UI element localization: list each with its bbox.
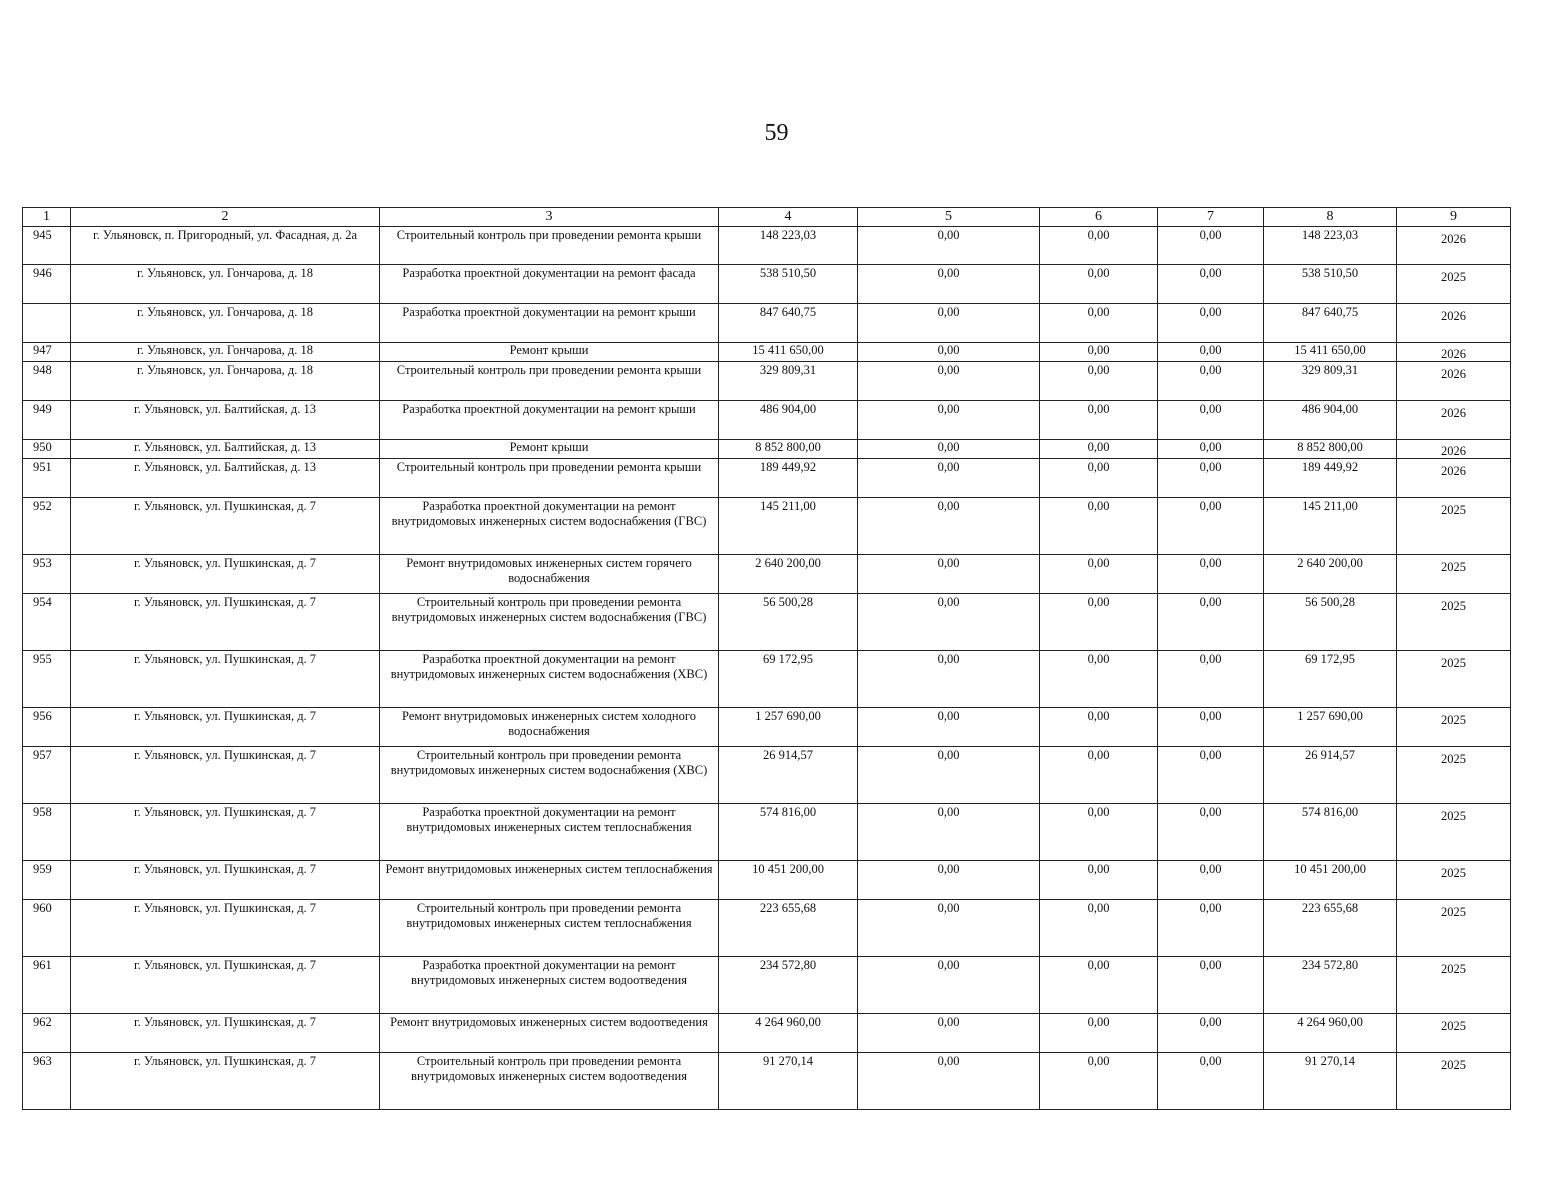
table-body — [23, 227, 1511, 1110]
column-6-cell: 0,00 — [1040, 957, 1158, 1014]
column-7-cell: 0,00 — [1158, 804, 1264, 861]
year-cell: 2025 — [1397, 555, 1511, 594]
row-number-cell: 956 — [23, 708, 71, 747]
column-5-cell: 0,00 — [858, 594, 1040, 651]
work-type-cell: Ремонт внутридомовых инженерных систем горячего водоснабжения — [380, 555, 719, 594]
row-number-cell: 961 — [23, 957, 71, 1014]
row-number-cell: 950 — [23, 440, 71, 459]
column-5-cell: 0,00 — [858, 362, 1040, 401]
total-cost-cell: 69 172,95 — [719, 651, 858, 708]
address-cell: г. Ульяновск, ул. Балтийская, д. 13 — [71, 440, 380, 459]
table-row — [23, 343, 1511, 362]
column-5-cell: 0,00 — [858, 555, 1040, 594]
year-cell: 2026 — [1397, 459, 1511, 498]
work-type-cell: Разработка проектной документации на ремонт фасада — [380, 265, 719, 304]
year-cell: 2026 — [1397, 343, 1511, 362]
row-number-cell: 958 — [23, 804, 71, 861]
column-8-cell: 69 172,95 — [1264, 651, 1397, 708]
address-cell: г. Ульяновск, ул. Пушкинская, д. 7 — [71, 1014, 380, 1053]
total-cost-cell: 486 904,00 — [719, 401, 858, 440]
work-type-cell: Строительный контроль при проведении ремонта крыши — [380, 459, 719, 498]
row-number-cell: 952 — [23, 498, 71, 555]
year-cell: 2025 — [1397, 1053, 1511, 1110]
column-8-cell: 56 500,28 — [1264, 594, 1397, 651]
address-cell: г. Ульяновск, ул. Пушкинская, д. 7 — [71, 861, 380, 900]
address-cell: г. Ульяновск, ул. Пушкинская, д. 7 — [71, 708, 380, 747]
total-cost-cell: 538 510,50 — [719, 265, 858, 304]
column-8-cell: 574 816,00 — [1264, 804, 1397, 861]
address-cell: г. Ульяновск, ул. Пушкинская, д. 7 — [71, 498, 380, 555]
column-8-cell: 538 510,50 — [1264, 265, 1397, 304]
column-header: 9 — [1397, 208, 1511, 227]
column-8-cell: 1 257 690,00 — [1264, 708, 1397, 747]
column-7-cell: 0,00 — [1158, 459, 1264, 498]
address-cell: г. Ульяновск, ул. Пушкинская, д. 7 — [71, 957, 380, 1014]
column-5-cell: 0,00 — [858, 227, 1040, 265]
column-5-cell: 0,00 — [858, 265, 1040, 304]
column-header: 8 — [1264, 208, 1397, 227]
row-number-cell: 949 — [23, 401, 71, 440]
column-5-cell: 0,00 — [858, 651, 1040, 708]
column-7-cell: 0,00 — [1158, 304, 1264, 343]
year-cell: 2025 — [1397, 900, 1511, 957]
column-8-cell: 223 655,68 — [1264, 900, 1397, 957]
work-type-cell: Ремонт внутридомовых инженерных систем холодного водоснабжения — [380, 708, 719, 747]
column-7-cell: 0,00 — [1158, 1053, 1264, 1110]
column-7-cell: 0,00 — [1158, 227, 1264, 265]
column-6-cell: 0,00 — [1040, 861, 1158, 900]
address-cell: г. Ульяновск, ул. Гончарова, д. 18 — [71, 304, 380, 343]
row-number-cell: 962 — [23, 1014, 71, 1053]
work-type-cell: Ремонт крыши — [380, 440, 719, 459]
column-7-cell: 0,00 — [1158, 708, 1264, 747]
column-7-cell: 0,00 — [1158, 498, 1264, 555]
column-6-cell: 0,00 — [1040, 401, 1158, 440]
work-type-cell: Разработка проектной документации на ремонт внутридомовых инженерных систем водоснабжения (ХВС) — [380, 651, 719, 708]
table-row — [23, 362, 1511, 401]
column-7-cell: 0,00 — [1158, 594, 1264, 651]
column-6-cell: 0,00 — [1040, 651, 1158, 708]
row-number-cell: 953 — [23, 555, 71, 594]
column-5-cell: 0,00 — [858, 1014, 1040, 1053]
column-8-cell: 329 809,31 — [1264, 362, 1397, 401]
column-6-cell: 0,00 — [1040, 362, 1158, 401]
column-5-cell: 0,00 — [858, 1053, 1040, 1110]
table-row — [23, 804, 1511, 861]
total-cost-cell: 223 655,68 — [719, 900, 858, 957]
work-type-cell: Строительный контроль при проведении ремонта внутридомовых инженерных систем водоснабжения (ХВС) — [380, 747, 719, 804]
total-cost-cell: 4 264 960,00 — [719, 1014, 858, 1053]
column-header: 4 — [719, 208, 858, 227]
column-6-cell: 0,00 — [1040, 594, 1158, 651]
table-row — [23, 747, 1511, 804]
address-cell: г. Ульяновск, ул. Пушкинская, д. 7 — [71, 804, 380, 861]
column-7-cell: 0,00 — [1158, 555, 1264, 594]
work-type-cell: Разработка проектной документации на ремонт крыши — [380, 401, 719, 440]
address-cell: г. Ульяновск, ул. Пушкинская, д. 7 — [71, 900, 380, 957]
column-7-cell: 0,00 — [1158, 343, 1264, 362]
column-6-cell: 0,00 — [1040, 227, 1158, 265]
work-type-cell: Строительный контроль при проведении ремонта внутридомовых инженерных систем водоотведения — [380, 1053, 719, 1110]
column-6-cell: 0,00 — [1040, 555, 1158, 594]
total-cost-cell: 91 270,14 — [719, 1053, 858, 1110]
column-8-cell: 91 270,14 — [1264, 1053, 1397, 1110]
column-5-cell: 0,00 — [858, 708, 1040, 747]
row-number-cell — [23, 304, 71, 343]
row-number-cell: 945 — [23, 227, 71, 265]
year-cell: 2025 — [1397, 265, 1511, 304]
column-6-cell: 0,00 — [1040, 304, 1158, 343]
column-header: 7 — [1158, 208, 1264, 227]
total-cost-cell: 8 852 800,00 — [719, 440, 858, 459]
column-5-cell: 0,00 — [858, 900, 1040, 957]
year-cell: 2026 — [1397, 401, 1511, 440]
year-cell: 2025 — [1397, 651, 1511, 708]
capital-repair-table-container — [22, 207, 1510, 1110]
address-cell: г. Ульяновск, ул. Пушкинская, д. 7 — [71, 747, 380, 804]
column-8-cell: 847 640,75 — [1264, 304, 1397, 343]
work-type-cell: Строительный контроль при проведении ремонта крыши — [380, 227, 719, 265]
year-cell: 2025 — [1397, 747, 1511, 804]
column-7-cell: 0,00 — [1158, 900, 1264, 957]
work-type-cell: Разработка проектной документации на ремонт внутридомовых инженерных систем водоотведения — [380, 957, 719, 1014]
year-cell: 2026 — [1397, 304, 1511, 343]
row-number-cell: 957 — [23, 747, 71, 804]
row-number-cell: 947 — [23, 343, 71, 362]
work-type-cell: Разработка проектной документации на ремонт внутридомовых инженерных систем водоснабжения (ГВС) — [380, 498, 719, 555]
row-number-cell: 954 — [23, 594, 71, 651]
column-6-cell: 0,00 — [1040, 1053, 1158, 1110]
table-row — [23, 440, 1511, 459]
column-5-cell: 0,00 — [858, 440, 1040, 459]
column-5-cell: 0,00 — [858, 498, 1040, 555]
work-type-cell: Строительный контроль при проведении ремонта внутридомовых инженерных систем водоснабжения (ГВС) — [380, 594, 719, 651]
column-7-cell: 0,00 — [1158, 401, 1264, 440]
capital-repair-table — [22, 207, 1511, 1110]
column-5-cell: 0,00 — [858, 861, 1040, 900]
column-8-cell: 8 852 800,00 — [1264, 440, 1397, 459]
table-row — [23, 594, 1511, 651]
column-6-cell: 0,00 — [1040, 804, 1158, 861]
table-row — [23, 651, 1511, 708]
column-6-cell: 0,00 — [1040, 747, 1158, 804]
row-number-cell: 955 — [23, 651, 71, 708]
total-cost-cell: 145 211,00 — [719, 498, 858, 555]
column-7-cell: 0,00 — [1158, 1014, 1264, 1053]
column-7-cell: 0,00 — [1158, 362, 1264, 401]
total-cost-cell: 329 809,31 — [719, 362, 858, 401]
table-row — [23, 708, 1511, 747]
year-cell: 2025 — [1397, 1014, 1511, 1053]
address-cell: г. Ульяновск, ул. Пушкинская, д. 7 — [71, 1053, 380, 1110]
column-7-cell: 0,00 — [1158, 651, 1264, 708]
column-5-cell: 0,00 — [858, 804, 1040, 861]
table-row — [23, 861, 1511, 900]
column-7-cell: 0,00 — [1158, 265, 1264, 304]
column-5-cell: 0,00 — [858, 459, 1040, 498]
work-type-cell: Ремонт внутридомовых инженерных систем водоотведения — [380, 1014, 719, 1053]
column-5-cell: 0,00 — [858, 304, 1040, 343]
year-cell: 2026 — [1397, 362, 1511, 401]
total-cost-cell: 1 257 690,00 — [719, 708, 858, 747]
column-6-cell: 0,00 — [1040, 900, 1158, 957]
total-cost-cell: 2 640 200,00 — [719, 555, 858, 594]
column-6-cell: 0,00 — [1040, 1014, 1158, 1053]
table-row — [23, 1014, 1511, 1053]
total-cost-cell: 847 640,75 — [719, 304, 858, 343]
year-cell: 2025 — [1397, 708, 1511, 747]
column-header: 5 — [858, 208, 1040, 227]
table-row — [23, 1053, 1511, 1110]
table-row — [23, 401, 1511, 440]
address-cell: г. Ульяновск, ул. Балтийская, д. 13 — [71, 459, 380, 498]
row-number-cell: 946 — [23, 265, 71, 304]
column-6-cell: 0,00 — [1040, 498, 1158, 555]
total-cost-cell: 189 449,92 — [719, 459, 858, 498]
column-header: 1 — [23, 208, 71, 227]
column-8-cell: 145 211,00 — [1264, 498, 1397, 555]
address-cell: г. Ульяновск, ул. Пушкинская, д. 7 — [71, 651, 380, 708]
column-5-cell: 0,00 — [858, 343, 1040, 362]
work-type-cell: Разработка проектной документации на ремонт внутридомовых инженерных систем теплоснабжения — [380, 804, 719, 861]
table-row — [23, 555, 1511, 594]
row-number-cell: 948 — [23, 362, 71, 401]
total-cost-cell: 26 914,57 — [719, 747, 858, 804]
address-cell: г. Ульяновск, ул. Пушкинская, д. 7 — [71, 555, 380, 594]
address-cell: г. Ульяновск, ул. Балтийская, д. 13 — [71, 401, 380, 440]
column-7-cell: 0,00 — [1158, 861, 1264, 900]
address-cell: г. Ульяновск, ул. Гончарова, д. 18 — [71, 343, 380, 362]
table-row — [23, 900, 1511, 957]
column-5-cell: 0,00 — [858, 401, 1040, 440]
column-8-cell: 148 223,03 — [1264, 227, 1397, 265]
column-8-cell: 189 449,92 — [1264, 459, 1397, 498]
work-type-cell: Разработка проектной документации на ремонт крыши — [380, 304, 719, 343]
address-cell: г. Ульяновск, ул. Пушкинская, д. 7 — [71, 594, 380, 651]
column-8-cell: 2 640 200,00 — [1264, 555, 1397, 594]
total-cost-cell: 574 816,00 — [719, 804, 858, 861]
column-5-cell: 0,00 — [858, 747, 1040, 804]
column-6-cell: 0,00 — [1040, 459, 1158, 498]
column-8-cell: 26 914,57 — [1264, 747, 1397, 804]
page-number: 59 — [764, 120, 789, 146]
row-number-cell: 960 — [23, 900, 71, 957]
column-8-cell: 10 451 200,00 — [1264, 861, 1397, 900]
column-8-cell: 15 411 650,00 — [1264, 343, 1397, 362]
table-row — [23, 459, 1511, 498]
column-6-cell: 0,00 — [1040, 440, 1158, 459]
total-cost-cell: 234 572,80 — [719, 957, 858, 1014]
work-type-cell: Ремонт внутридомовых инженерных систем теплоснабжения — [380, 861, 719, 900]
table-row — [23, 957, 1511, 1014]
total-cost-cell: 15 411 650,00 — [719, 343, 858, 362]
table-row — [23, 265, 1511, 304]
column-6-cell: 0,00 — [1040, 343, 1158, 362]
year-cell: 2025 — [1397, 861, 1511, 900]
work-type-cell: Ремонт крыши — [380, 343, 719, 362]
table-row — [23, 304, 1511, 343]
column-header: 6 — [1040, 208, 1158, 227]
year-cell: 2026 — [1397, 440, 1511, 459]
work-type-cell: Строительный контроль при проведении ремонта крыши — [380, 362, 719, 401]
year-cell: 2025 — [1397, 594, 1511, 651]
row-number-cell: 959 — [23, 861, 71, 900]
total-cost-cell: 148 223,03 — [719, 227, 858, 265]
total-cost-cell: 10 451 200,00 — [719, 861, 858, 900]
address-cell: г. Ульяновск, ул. Гончарова, д. 18 — [71, 362, 380, 401]
column-7-cell: 0,00 — [1158, 440, 1264, 459]
column-8-cell: 486 904,00 — [1264, 401, 1397, 440]
year-cell: 2025 — [1397, 804, 1511, 861]
column-7-cell: 0,00 — [1158, 957, 1264, 1014]
column-8-cell: 4 264 960,00 — [1264, 1014, 1397, 1053]
row-number-cell: 963 — [23, 1053, 71, 1110]
table-header-row — [23, 208, 1511, 227]
year-cell: 2025 — [1397, 957, 1511, 1014]
table-row — [23, 227, 1511, 265]
column-6-cell: 0,00 — [1040, 708, 1158, 747]
column-header: 3 — [380, 208, 719, 227]
address-cell: г. Ульяновск, ул. Гончарова, д. 18 — [71, 265, 380, 304]
column-5-cell: 0,00 — [858, 957, 1040, 1014]
column-8-cell: 234 572,80 — [1264, 957, 1397, 1014]
column-7-cell: 0,00 — [1158, 747, 1264, 804]
table-row — [23, 498, 1511, 555]
column-6-cell: 0,00 — [1040, 265, 1158, 304]
total-cost-cell: 56 500,28 — [719, 594, 858, 651]
column-header: 2 — [71, 208, 380, 227]
work-type-cell: Строительный контроль при проведении ремонта внутридомовых инженерных систем теплоснабжения — [380, 900, 719, 957]
year-cell: 2026 — [1397, 227, 1511, 265]
row-number-cell: 951 — [23, 459, 71, 498]
address-cell: г. Ульяновск, п. Пригородный, ул. Фасадная, д. 2а — [71, 227, 380, 265]
year-cell: 2025 — [1397, 498, 1511, 555]
